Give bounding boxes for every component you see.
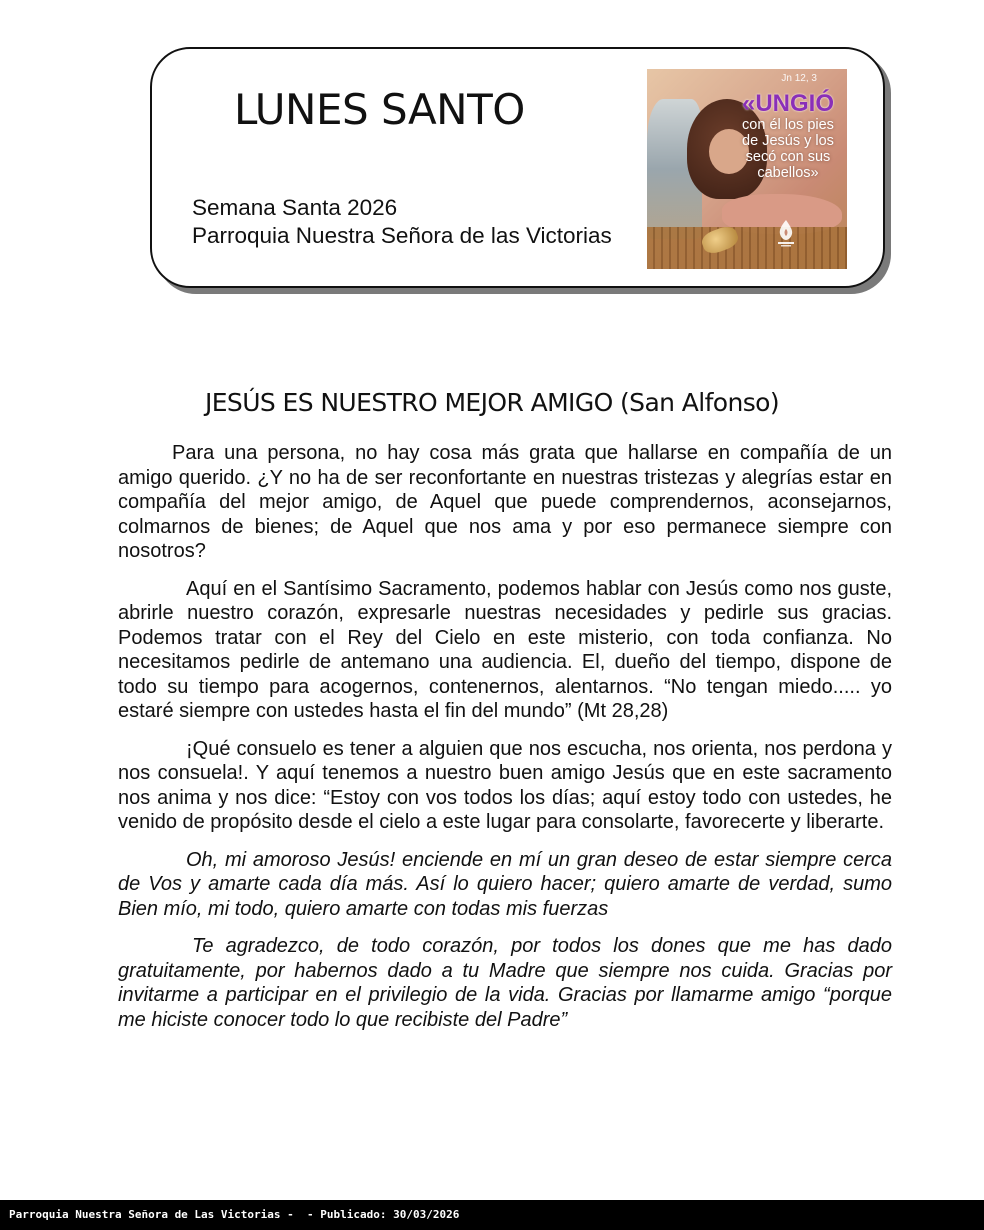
quote-rest: con él los pies de Jesús y los secó con sus cabellos» xyxy=(742,117,834,181)
article-title: JESÚS ES NUESTRO MEJOR AMIGO (San Alfonso) xyxy=(204,388,780,417)
header-illustration xyxy=(647,69,847,269)
event-name: Semana Santa 2026 xyxy=(192,195,398,220)
prayer-paragraph: Te agradezco, de todo corazón, por todos los dones que me has dado gratuitamente, por habernos dado a tu Madre que siempre nos cuida. Gracias por invitarme a participar en el privilegio de la vida. Gracias por llamarme amigo “porque me hiciste conocer todo lo que recibiste del Padre” xyxy=(118,935,892,1031)
paragraph: ¡Qué consuelo es tener a alguien que nos escucha, nos orienta, nos perdona y nos consuela!. Y aquí tenemos a nuestro buen amigo Jesús que en este sacramento nos anima y nos dice: “Estoy con vos todos los días; aquí estoy todo con ustedes, he venido de propósito desde el cielo a este lugar para consolarte, favorecerte y liberarte. xyxy=(118,737,892,833)
page-title: LUNES SANTO xyxy=(234,85,525,134)
prayer-paragraph: Oh, mi amoroso Jesús! enciende en mí un gran deseo de estar siempre cerca de Vos y amarte cada día más. Así lo quiero hacer; quiero amarte de verdad, sumo Bien mío, mi todo, quiero amarte con todas mis fuerzas xyxy=(118,848,892,920)
footer-bar: Parroquia Nuestra Señora de Las Victorias - - Publicado: 30/03/2026 xyxy=(0,1200,984,1230)
bible-reference: Jn 12, 3 xyxy=(781,73,817,84)
quote-highlight: «UNGIÓ xyxy=(741,90,834,117)
paragraph: Para una persona, no hay cosa más grata que hallarse en compañía de un amigo querido. ¿Y no ha de ser reconfortante en nuestras tristezas y alegrías estar en compañía del mejor amigo, de Aquel que puede comprendernos, aconsejarnos, colmarnos de bienes; de Aquel que nos ama y por eso permanece siempre con nosotros? xyxy=(118,442,892,562)
illustration-floor xyxy=(647,227,847,269)
flame-dove-logo-icon xyxy=(775,219,797,247)
article-body xyxy=(118,441,892,1045)
parish-name: Parroquia Nuestra Señora de las Victorias xyxy=(192,223,612,248)
illustration-quote xyxy=(733,91,843,181)
paragraph: Aquí en el Santísimo Sacramento, podemos hablar con Jesús como nos guste, abrirle nuestro corazón, expresarle nuestras necesidades y pedirle sus gracias. Podemos tratar con el Rey del Cielo en este misterio, con toda confianza. No necesitamos pedirle de antemano una audiencia. El, dueño del tiempo, dispone de todo su tiempo para acogernos, contenernos, alentarnos. “No tengan miedo..... yo estaré siempre con ustedes hasta el fin del mundo” (Mt 28,28) xyxy=(118,577,892,722)
header-subtitle xyxy=(192,194,612,250)
header-box xyxy=(150,47,885,288)
